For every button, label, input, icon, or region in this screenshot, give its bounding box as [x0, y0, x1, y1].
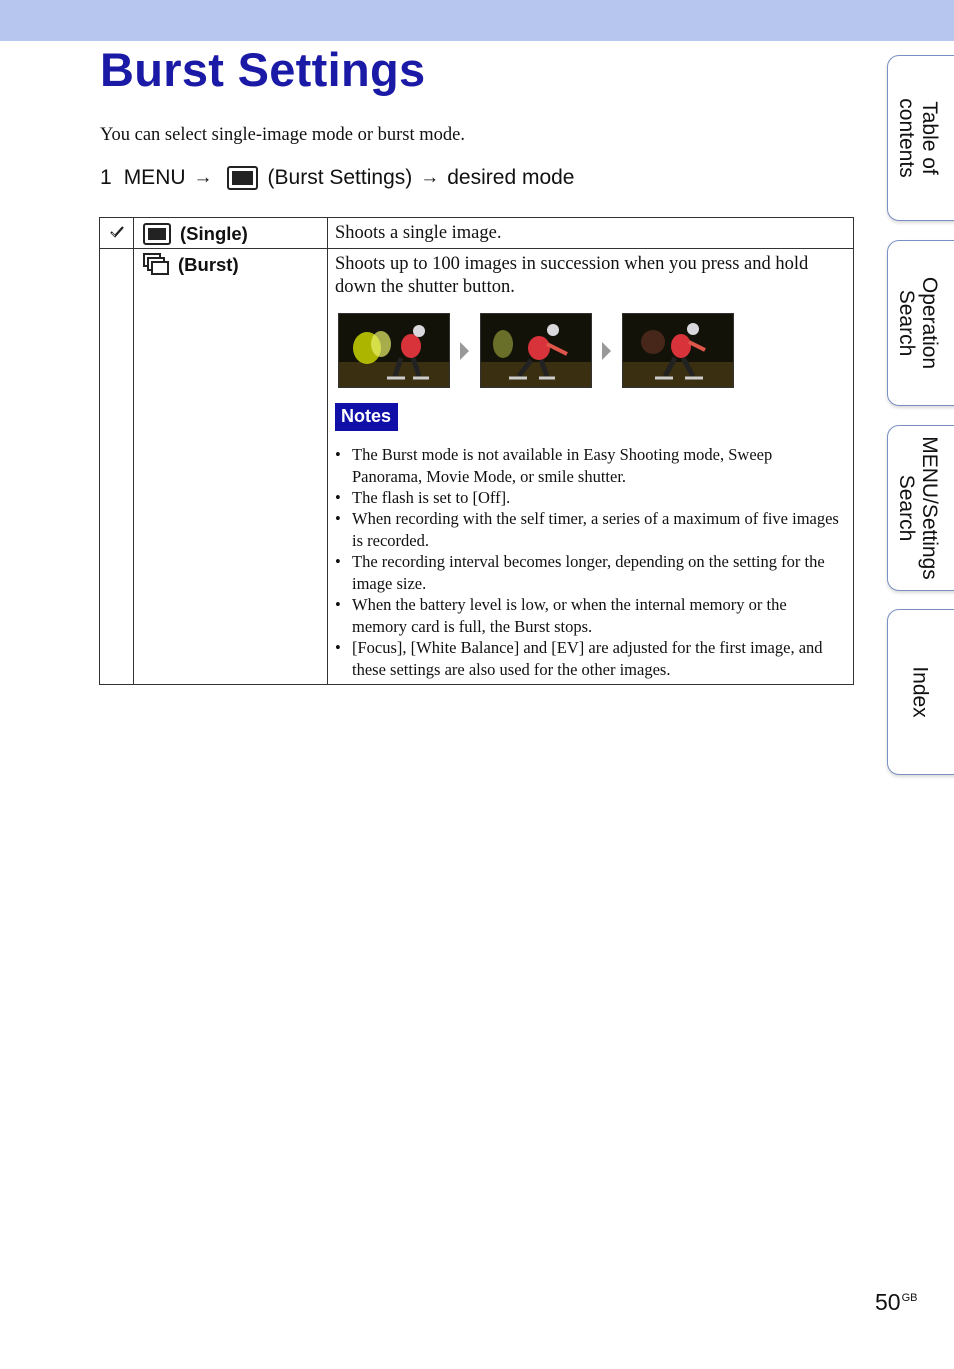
desired-mode-label: desired mode	[447, 166, 575, 189]
menu-label: MENU	[123, 166, 186, 189]
mode-cell	[134, 249, 328, 685]
tab-label: Search	[895, 289, 918, 357]
list-item: • The flash is set to [Off].	[335, 487, 845, 509]
intro-text: You can select single-image mode or burst mode.	[100, 125, 465, 145]
skater-photo	[622, 313, 734, 388]
mode-name: (Burst)	[178, 254, 239, 275]
mode-name: (Single)	[180, 223, 248, 244]
burst-photo-sequence	[338, 313, 845, 388]
tab-label: contents	[895, 98, 918, 178]
table-row	[100, 218, 854, 249]
step-instruction	[100, 166, 575, 190]
tab-label: Search	[895, 474, 918, 542]
tab-label: MENU/Settings	[918, 436, 941, 580]
tab-label: Index	[908, 666, 932, 718]
tab-index[interactable]	[887, 609, 954, 775]
tab-table-of-contents[interactable]	[887, 55, 954, 221]
mode-description: Shoots up to 100 images in succession when you press and hold down the shutter button.	[335, 254, 809, 297]
list-item: • When the battery level is low, or when the internal memory or the memory card is full, the Burst stops.	[335, 594, 845, 638]
list-item: • [Focus], [White Balance] and [EV] are adjusted for the first image, and these settings are also used for the other images.	[335, 637, 845, 681]
notes-badge: Notes	[335, 403, 398, 431]
burst-settings-label: (Burst Settings)	[267, 166, 413, 189]
description-cell	[328, 218, 854, 249]
selected-cell	[100, 249, 134, 685]
description-cell	[328, 249, 854, 685]
notes-list	[335, 444, 845, 681]
arrow-icon: →	[420, 167, 440, 188]
table-row	[100, 249, 854, 685]
top-banner	[0, 0, 954, 41]
selected-cell	[100, 218, 134, 249]
single-frame-icon	[227, 166, 258, 190]
burst-frames-icon	[143, 253, 169, 277]
tab-menu-settings-search[interactable]	[887, 425, 954, 591]
mode-cell	[134, 218, 328, 249]
page-title: Burst Settings	[100, 43, 426, 96]
list-item: • When recording with the self timer, a series of a maximum of five images is recorded.	[335, 508, 845, 552]
skater-photo	[480, 313, 592, 388]
page-region-suffix: GB	[901, 1292, 918, 1304]
next-arrow-icon	[460, 342, 469, 360]
page-number	[875, 1289, 918, 1316]
skater-photo	[338, 313, 450, 388]
list-item: • The recording interval becomes longer, depending on the setting for the image size.	[335, 551, 845, 595]
list-item: • The Burst mode is not available in Easy Shooting mode, Sweep Panorama, Movie Mode, or smile shutter.	[335, 444, 845, 488]
mode-description: Shoots a single image.	[335, 223, 502, 243]
tab-operation-search[interactable]	[887, 240, 954, 406]
next-arrow-icon	[602, 342, 611, 360]
mode-table	[99, 217, 854, 685]
step-number: 1	[100, 166, 112, 189]
arrow-icon: →	[193, 167, 213, 188]
single-frame-icon	[143, 223, 171, 245]
tab-label: Table of	[918, 101, 941, 175]
page-number-value: 50	[875, 1289, 901, 1315]
tab-label: Operation	[918, 276, 941, 370]
checkmark-icon	[109, 224, 125, 240]
